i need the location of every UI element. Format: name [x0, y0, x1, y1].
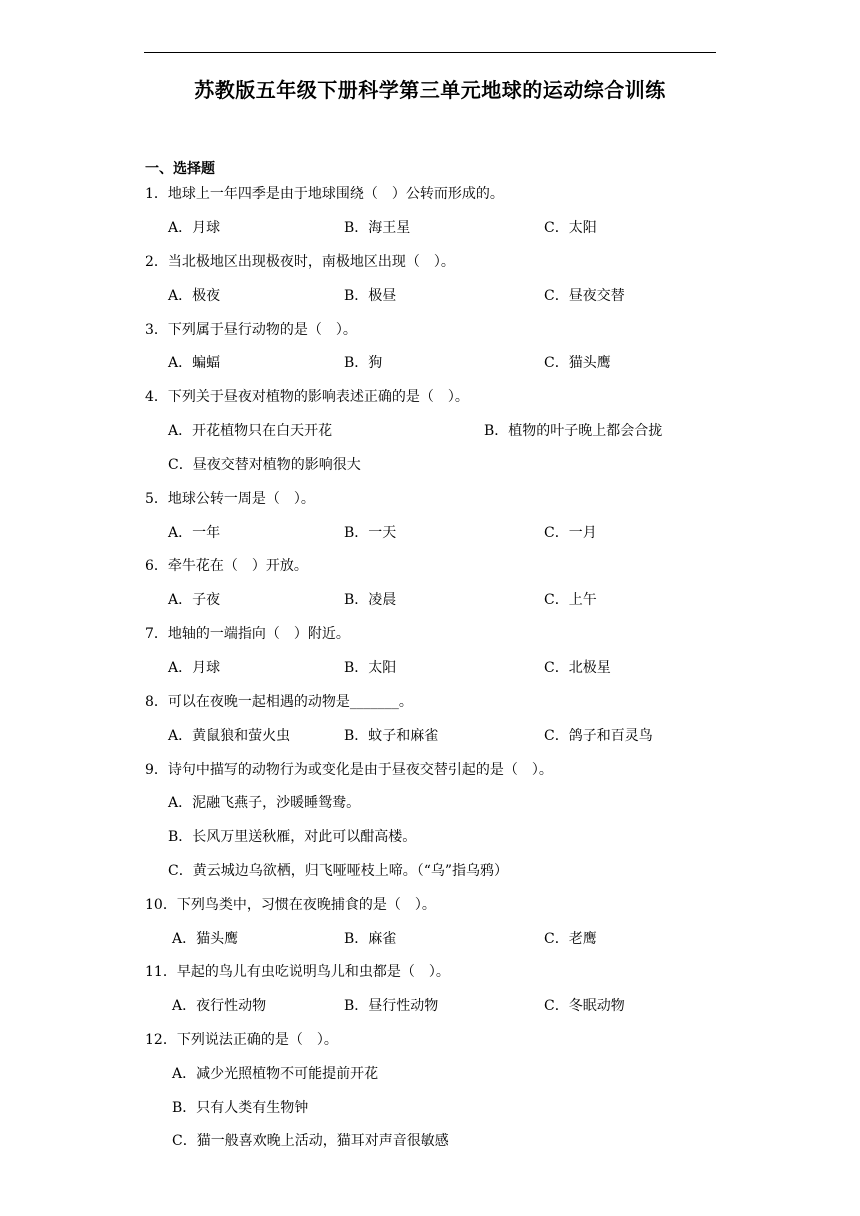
option-a: A．夜行性动物 — [172, 998, 267, 1014]
option-c: C．昼夜交替对植物的影响很大 — [168, 457, 361, 473]
option-c: C．太阳 — [544, 220, 597, 236]
question-stem: 6．牵牛花在（ ）开放。 — [145, 558, 308, 574]
question-stem: 12．下列说法正确的是（ ）。 — [145, 1032, 338, 1048]
question-stem: 8．可以在夜晚一起相遇的动物是_______。 — [145, 694, 413, 710]
option-b: B．狗 — [344, 355, 383, 371]
option-a: A．月球 — [168, 660, 221, 676]
option-a: A．极夜 — [168, 288, 221, 304]
option-a: A．一年 — [168, 525, 221, 541]
option-a: A．黄鼠狼和萤火虫 — [168, 728, 291, 744]
option-a: A．子夜 — [168, 592, 221, 608]
option-a: A．减少光照植物不可能提前开花 — [172, 1066, 379, 1082]
question-stem: 9．诗句中描写的动物行为或变化是由于昼夜交替引起的是（ ）。 — [145, 762, 553, 778]
question-stem: 2．当北极地区出现极夜时，南极地区出现（ ）。 — [145, 254, 455, 270]
option-b: B．太阳 — [344, 660, 397, 676]
option-a: A．猫头鹰 — [172, 931, 239, 947]
option-b: B．一天 — [344, 525, 397, 541]
option-b: B．只有人类有生物钟 — [172, 1100, 309, 1116]
question-stem: 5．地球公转一周是（ ）。 — [145, 491, 315, 507]
option-c: C．冬眠动物 — [544, 998, 625, 1014]
option-b: B．昼行性动物 — [344, 998, 439, 1014]
option-c: C．昼夜交替 — [544, 288, 625, 304]
option-a: A．月球 — [168, 220, 221, 236]
question-stem: 11．早起的鸟儿有虫吃说明鸟儿和虫都是（ ）。 — [145, 964, 450, 980]
option-c: C．猫头鹰 — [544, 355, 611, 371]
option-a: A．泥融飞燕子，沙暖睡鸳鸯。 — [168, 795, 361, 811]
option-a: A．开花植物只在白天开花 — [168, 423, 333, 439]
question-stem: 4．下列关于昼夜对植物的影响表述正确的是（ ）。 — [145, 389, 469, 405]
question-stem: 1．地球上一年四季是由于地球围绕（ ）公转而形成的。 — [145, 186, 504, 202]
option-c: C．猫一般喜欢晚上活动，猫耳对声音很敏感 — [172, 1133, 449, 1149]
option-b: B．长风万里送秋雁，对此可以酣高楼。 — [168, 829, 417, 845]
option-b: B．极昼 — [344, 288, 397, 304]
question-stem: 7．地轴的一端指向（ ）附近。 — [145, 626, 350, 642]
header-rule — [144, 52, 716, 53]
option-a: A．蝙蝠 — [168, 355, 221, 371]
option-c: C．北极星 — [544, 660, 611, 676]
section-heading: 一、选择题 — [145, 161, 215, 177]
option-b: B．海王星 — [344, 220, 411, 236]
option-c: C．上午 — [544, 592, 597, 608]
option-b: B．植物的叶子晚上都会合拢 — [484, 423, 663, 439]
page-title: 苏教版五年级下册科学第三单元地球的运动综合训练 — [194, 78, 666, 102]
option-b: B．麻雀 — [344, 931, 397, 947]
question-stem: 3．下列属于昼行动物的是（ ）。 — [145, 322, 357, 338]
option-c: C．鸽子和百灵鸟 — [544, 728, 653, 744]
option-c: C．老鹰 — [544, 931, 597, 947]
option-c: C．一月 — [544, 525, 597, 541]
question-stem: 10．下列鸟类中，习惯在夜晚捕食的是（ ）。 — [145, 897, 436, 913]
option-b: B．凌晨 — [344, 592, 397, 608]
option-b: B．蚊子和麻雀 — [344, 728, 439, 744]
option-c: C．黄云城边乌欲栖，归飞哑哑枝上啼。（“乌”指乌鸦） — [168, 863, 509, 879]
